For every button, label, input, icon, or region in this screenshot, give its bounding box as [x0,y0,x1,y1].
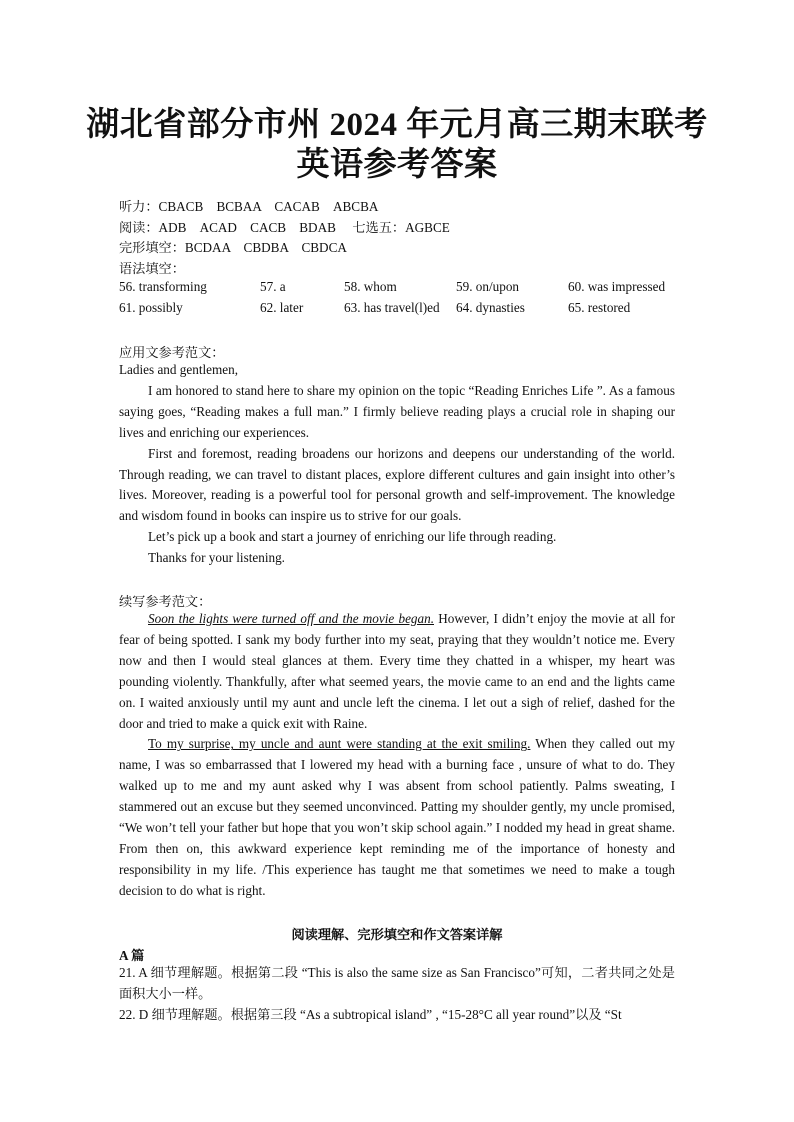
reading-answers: 阅读：ADB ACAD CACB BDAB 七选五：AGBCE [119,220,450,235]
continuation-paragraph-2-lead: To my surprise, my uncle and aunt were standing at the exit smiling. [148,736,531,752]
listening-answers: 听力：CBACB BCBAA CACAB ABCBA [119,199,379,214]
grammar-answer-61: 61. possibly [119,300,183,315]
explanations-heading: 阅读理解、完形填空和作文答案详解 [291,927,503,942]
continuation-paragraph-1-lead: Soon the lights were turned off and the movie began. [148,611,434,626]
applied-writing-essay [119,360,675,569]
continuation-writing-label: 续写参考范文： [119,594,212,609]
explanations-list [119,963,675,1026]
explanation-q21: 21. A 细节理解题。根据第二段 “This is also the same size as San Francisco”可知，二者共同之处是面积大小一样。 [119,965,675,1001]
grammar-answer-64: 64. dynasties [456,300,525,315]
continuation-paragraph-2-body: When they called out my name, I was so embarrassed that I lowered my head with a burning face , unsure of what to do. They walked up to me and my aunt asked why I was absent from school patiently. Palms sweating, I stammered out an excuse but they seemed unconvinced. Patting my shoulder gently, my uncle promised, “We won’t tell your father but hope that you won’t skip school again.” I nodded my head in great shame. From then on, this awkward experience kept reminding me of the importance of honesty and responsibility in my life. /This experience has taught me that sometimes we need to make a tough decision to do what is right. [119,736,675,898]
grammar-label: 语法填空： [119,261,185,276]
essay-paragraph-2: First and foremost, reading broadens our horizons and deepens our understanding of the world. Through reading, we can travel to distant places, explore different cultures and gain insight into other’s lives. Moreover, reading is a powerful tool for personal growth and self-improvement. The knowledge and wisdom found in books can inspire us to strive for our goals. [119,445,675,524]
grammar-answer-65: 65. restored [568,300,631,315]
passage-a-label: A 篇 [119,948,145,963]
continuation-paragraph-1-body: However, I didn’t enjoy the movie at all for fear of being spotted. I sank my body further into my seat, praying that they wouldn’t notice me. Every now and then I would steal glances at them. Every time they chatted in a whisper, my heart was pounding violently. Thankfully, after what seemed years, the movie came to an end and the lights came on. I waited anxiously until my aunt and uncle left the cinema. I let out a sigh of relief, dashed for the door and tried to make a quick exit with Raine. [119,611,675,731]
essay-paragraph-4: Thanks for your listening. [148,550,285,566]
grammar-answer-57: 57. a [260,279,286,294]
document-title: 湖北省部分市州 2024 年元月高三期末联考 [86,107,708,143]
grammar-answer-60: 60. was impressed [568,279,666,294]
applied-writing-label: 应用文参考范文： [119,345,225,360]
essay-paragraph-1: I am honored to stand here to share my opinion on the topic “Reading Enriches Life ”. As a famous saying goes, “Reading makes a full man.” I firmly believe reading plays a crucial role in shaping our lives and enriching our experiences. [119,382,675,440]
explanation-q22: 22. D 细节理解题。根据第三段 “As a subtropical island” , “15-28°C all year round”以及 “St [119,1006,622,1022]
continuation-paragraph-1 [119,609,675,734]
grammar-answer-58: 58. whom [344,279,397,294]
essay-paragraph-3: Let’s pick up a book and start a journey of enriching our life through reading. [148,529,557,545]
grammar-answer-63: 63. has travel(l)ed [344,300,440,315]
grammar-answer-56: 56. transforming [119,279,207,294]
essay-greeting: Ladies and gentlemen, [119,362,239,377]
document-subtitle: 英语参考答案 [296,147,498,183]
continuation-writing-essay [119,609,675,902]
grammar-answer-62: 62. later [260,300,304,315]
cloze-answers: 完形填空：BCDAA CBDBA CBDCA [119,240,347,255]
grammar-answer-59: 59. on/upon [456,279,520,294]
continuation-paragraph-2 [119,734,675,901]
